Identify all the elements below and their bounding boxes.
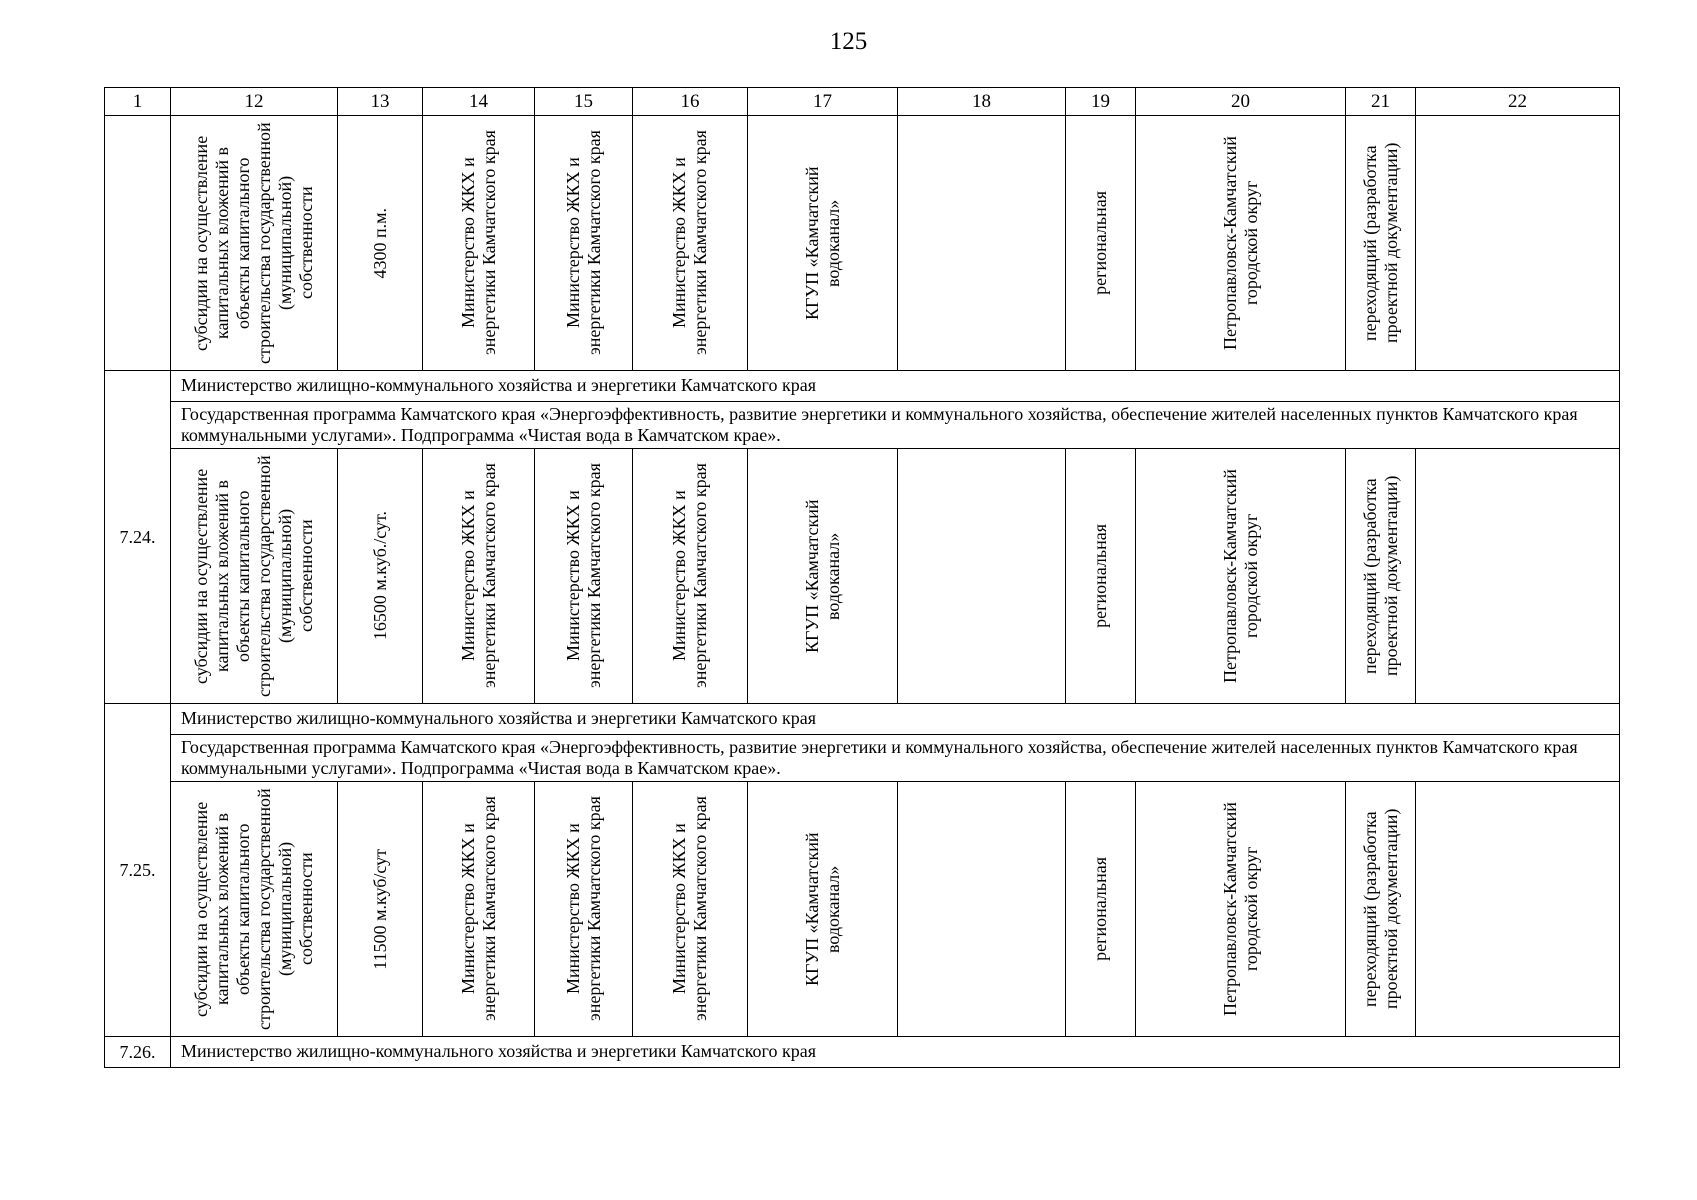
- ministry-cell: [633, 449, 748, 704]
- status-cell: [1346, 782, 1416, 1037]
- empty-cell: [898, 449, 1066, 704]
- column-header: 1: [105, 88, 171, 116]
- table-row: [105, 449, 1620, 704]
- ministry-line: Министерство жилищно-коммунального хозяйства и энергетики Камчатского края: [171, 1037, 1620, 1068]
- ministry-line: Министерство жилищно-коммунального хозяйства и энергетики Камчатского края: [171, 704, 1620, 735]
- cell-text: субсидии на осуществление капитальных вложений в объекты капитального строительства государственной (муниципальной) собственности: [191, 788, 316, 1030]
- column-header: 22: [1416, 88, 1620, 116]
- ministry-cell: [423, 116, 535, 371]
- column-header: 21: [1346, 88, 1416, 116]
- table-row: [105, 704, 1620, 735]
- ministry-cell: [535, 782, 633, 1037]
- empty-cell: [898, 782, 1066, 1037]
- empty-cell: [1416, 449, 1620, 704]
- cell-text: Министерство ЖКХ и энергетики Камчатского края: [562, 463, 604, 689]
- column-header: 17: [748, 88, 898, 116]
- level-cell: [1066, 782, 1136, 1037]
- cell-text: региональная: [1090, 191, 1110, 295]
- capacity-cell: [338, 449, 423, 704]
- cell-text: Петропавловск-Камчатский городской округ: [1219, 802, 1261, 1016]
- capacity-cell: [338, 116, 423, 371]
- table-row: [105, 402, 1620, 449]
- program-line: Государственная программа Камчатского края «Энергоэффективность, развитие энергетики и коммунального хозяйства, обеспечение жителей населенных пунктов Камчатского края коммунальными услугами». Подпрограмма «Чистая вода в Камчатском крае».: [171, 402, 1620, 449]
- table-row: [105, 735, 1620, 782]
- ministry-cell: [633, 116, 748, 371]
- ministry-cell: [633, 782, 748, 1037]
- cell-text: переходящий (разработка проектной документации): [1359, 808, 1401, 1010]
- cell-text: Министерство ЖКХ и энергетики Камчатского края: [669, 463, 710, 689]
- contractor-cell: [748, 449, 898, 704]
- funding-type-cell: [171, 116, 338, 371]
- ministry-cell: [423, 449, 535, 704]
- cell-text: Министерство ЖКХ и энергетики Камчатского края: [562, 130, 604, 356]
- row-number: 7.24.: [105, 371, 171, 704]
- column-header: 18: [898, 88, 1066, 116]
- location-cell: [1136, 449, 1346, 704]
- cell-text: Министерство ЖКХ и энергетики Камчатского края: [669, 796, 710, 1022]
- table-row: [105, 371, 1620, 402]
- cell-text: Министерство ЖКХ и энергетики Камчатского края: [457, 796, 499, 1022]
- column-header: 12: [171, 88, 338, 116]
- funding-type-cell: [171, 449, 338, 704]
- program-line: Государственная программа Камчатского края «Энергоэффективность, развитие энергетики и коммунального хозяйства, обеспечение жителей населенных пунктов Камчатского края коммунальными услугами». Подпрограмма «Чистая вода в Камчатском крае».: [171, 735, 1620, 782]
- status-cell: [1346, 449, 1416, 704]
- page-number: 125: [829, 28, 868, 55]
- ministry-cell: [535, 449, 633, 704]
- cell-text: Петропавловск-Камчатский городской округ: [1219, 469, 1261, 683]
- level-cell: [1066, 449, 1136, 704]
- cell-text: Министерство ЖКХ и энергетики Камчатского края: [562, 796, 604, 1022]
- column-header: 13: [338, 88, 423, 116]
- empty-cell: [1416, 116, 1620, 371]
- table-row: [105, 782, 1620, 1037]
- column-header: 15: [535, 88, 633, 116]
- capacity-cell: [338, 782, 423, 1037]
- cell-text: 11500 м.куб/сут: [369, 848, 390, 970]
- status-cell: [1346, 116, 1416, 371]
- ministry-cell: [535, 116, 633, 371]
- column-header: 20: [1136, 88, 1346, 116]
- projects-table: [104, 87, 1620, 1068]
- cell-text: 4300 п.м.: [369, 207, 390, 279]
- funding-type-cell: [171, 782, 338, 1037]
- cell-text: КГУП «Камчатский водоканал»: [801, 499, 843, 653]
- cell-text: субсидии на осуществление капитальных вложений в объекты капитального строительства государственной (муниципальной) собственности: [191, 455, 316, 697]
- location-cell: [1136, 116, 1346, 371]
- table-header-row: [105, 88, 1620, 116]
- cell-text: Министерство ЖКХ и энергетики Камчатского края: [669, 130, 710, 356]
- table-row: [105, 116, 1620, 371]
- row-number: 7.25.: [105, 704, 171, 1037]
- cell-text: региональная: [1090, 524, 1110, 628]
- cell-text: субсидии на осуществление капитальных вложений в объекты капитального строительства государственной (муниципальной) собственности: [191, 122, 316, 364]
- cell-text: региональная: [1090, 857, 1110, 961]
- row-number: 7.26.: [105, 1037, 171, 1068]
- location-cell: [1136, 782, 1346, 1037]
- cell-text: Петропавловск-Камчатский городской округ: [1219, 136, 1261, 350]
- column-header: 19: [1066, 88, 1136, 116]
- level-cell: [1066, 116, 1136, 371]
- cell-text: Министерство ЖКХ и энергетики Камчатского края: [457, 130, 499, 356]
- cell-text: переходящий (разработка проектной документации): [1359, 142, 1401, 344]
- empty-cell: [1416, 782, 1620, 1037]
- cell-text: КГУП «Камчатский водоканал»: [801, 166, 843, 320]
- contractor-cell: [748, 782, 898, 1037]
- cell-text: 16500 м.куб./сут.: [369, 511, 390, 641]
- contractor-cell: [748, 116, 898, 371]
- ministry-line: Министерство жилищно-коммунального хозяйства и энергетики Камчатского края: [171, 371, 1620, 402]
- cell-text: Министерство ЖКХ и энергетики Камчатского края: [457, 463, 499, 689]
- empty-cell: [898, 116, 1066, 371]
- table-row: [105, 1037, 1620, 1068]
- cell-text: КГУП «Камчатский водоканал»: [801, 832, 843, 986]
- row-number-cell: [105, 116, 171, 371]
- column-header: 16: [633, 88, 748, 116]
- ministry-cell: [423, 782, 535, 1037]
- cell-text: переходящий (разработка проектной документации): [1359, 475, 1401, 677]
- column-header: 14: [423, 88, 535, 116]
